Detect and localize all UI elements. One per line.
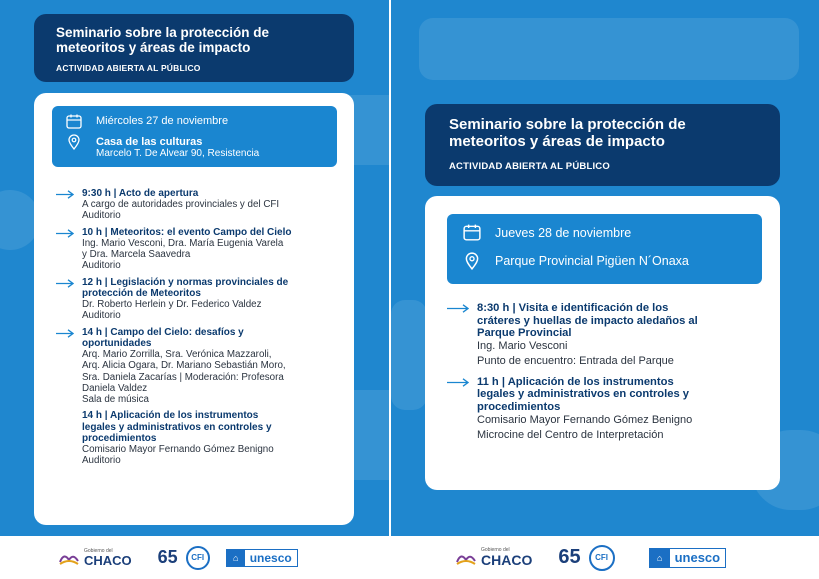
agenda-item-detail: Auditorio	[82, 455, 121, 467]
unesco-wordmark: unesco	[249, 550, 292, 565]
agenda-item-detail: A cargo de autoridades provinciales y del CFI	[82, 199, 280, 211]
unesco-temple-icon: ⌂	[227, 550, 245, 566]
agenda-item-body	[82, 227, 292, 272]
agenda-item-heading: protección de Meteoritos	[82, 287, 201, 299]
agenda-item-heading: 8:30 h | Visita e identificación de los	[477, 302, 669, 314]
date-venue-box	[52, 106, 337, 167]
agenda-item	[56, 410, 348, 466]
agenda-item-heading: cráteres y huellas de impacto aledaños al	[477, 314, 698, 327]
event-header	[34, 14, 354, 82]
right-flyer	[391, 0, 819, 579]
chaco-big-text: CHACO	[481, 552, 533, 568]
agenda-item	[56, 277, 348, 322]
decor-shape	[391, 300, 427, 410]
agenda-item-detail: Arq. Alicia Ogara, Dr. Mariano Sebastián Moro,	[82, 360, 286, 372]
arrow-right-icon	[447, 378, 469, 387]
chaco-logo	[58, 549, 132, 567]
agenda-item-body	[477, 376, 692, 442]
title-line: meteoritos y áreas de impacto	[56, 40, 251, 56]
arrow-right-icon	[56, 229, 74, 238]
program-card	[34, 93, 354, 525]
date-row	[463, 224, 762, 241]
agenda-item-heading: 10 h | Meteoritos: el evento Campo del Cielo	[82, 226, 292, 238]
event-header	[425, 104, 780, 186]
cfi-logo: CFI	[589, 545, 615, 571]
agenda-item-detail: Auditorio	[82, 260, 121, 272]
agenda-item-detail: Daniela Valdez	[82, 382, 148, 394]
agenda-item-detail: Punto de encuentro: Entrada del Parque	[477, 355, 674, 368]
agenda-item-detail: Auditorio	[82, 310, 121, 322]
agenda-list	[56, 188, 348, 471]
venue-address: Marcelo T. De Alvear 90, Resistencia	[96, 148, 260, 159]
agenda-item-detail: Comisario Mayor Fernando Gómez Benigno	[82, 443, 274, 455]
arrow-right-icon	[56, 329, 74, 338]
chaco-logo	[455, 548, 532, 567]
event-date: Jueves 28 de noviembre	[495, 226, 632, 240]
agenda-item-body	[82, 327, 286, 406]
sponsor-logos	[0, 536, 389, 579]
program-card	[425, 196, 780, 490]
agenda-list	[447, 302, 772, 450]
arrow-right-icon	[56, 279, 74, 288]
agenda-item-detail: y Dra. Marcela Saavedra	[82, 249, 191, 261]
agenda-item-heading: procedimientos	[82, 432, 157, 444]
unesco-logo	[226, 549, 298, 567]
agenda-item	[447, 376, 772, 442]
agenda-item-detail: Sra. Daniela Zacarías | Moderación: Profesora	[82, 371, 284, 383]
title-line: meteoritos y áreas de impacto	[449, 132, 665, 150]
arrow-right-icon	[447, 304, 469, 313]
date-venue-box	[447, 214, 762, 284]
agenda-item-detail: Comisario Mayor Fernando Gómez Benigno	[477, 413, 693, 426]
agenda-item-detail: Auditorio	[82, 210, 121, 222]
left-flyer	[0, 0, 389, 579]
agenda-item-detail: Arq. Mario Zorrilla, Sra. Verónica Mazzaroli,	[82, 348, 272, 360]
agenda-item-heading: 14 h | Campo del Cielo: desafíos y	[82, 326, 244, 338]
event-date: Miércoles 27 de noviembre	[96, 115, 229, 127]
agenda-item	[56, 188, 348, 222]
chaco-small-text: Gobierno del	[481, 547, 510, 553]
location-pin-icon	[463, 252, 481, 270]
sponsor-logos	[391, 536, 819, 579]
title-line: Seminario sobre la protección de	[449, 116, 686, 133]
chaco-big-text: CHACO	[84, 552, 132, 568]
chaco-small-text: Gobierno del	[84, 547, 113, 554]
venue-name: Parque Provincial Pigüen N´Onaxa	[495, 254, 689, 268]
anniversary-65-logo: 65	[558, 546, 581, 568]
title-line: Seminario sobre la protección de	[56, 25, 270, 40]
agenda-item-heading: procedimientos	[477, 401, 561, 414]
agenda-item-heading: legales y administrativos en controles y	[82, 421, 272, 433]
unesco-logo	[649, 548, 727, 568]
agenda-item-detail: Ing. Mario Vesconi, Dra. María Eugenia Varela	[82, 237, 284, 249]
agenda-item-body	[82, 277, 288, 322]
decor-shape	[419, 18, 799, 80]
chaco-wordmark	[84, 549, 132, 567]
event-title	[56, 25, 354, 55]
agenda-item	[56, 327, 348, 406]
cfi-logo: CFI	[186, 546, 210, 570]
agenda-item-heading: Parque Provincial	[477, 327, 572, 340]
agenda-item-heading: 12 h | Legislación y normas provinciales de	[82, 276, 289, 288]
calendar-icon	[66, 114, 82, 129]
chaco-wordmark	[481, 548, 532, 567]
location-pin-icon	[66, 134, 82, 150]
agenda-item-detail: Ing. Mario Vesconi	[477, 339, 568, 352]
agenda-item-body	[82, 410, 274, 466]
agenda-item-detail: Sala de música	[82, 394, 149, 406]
date-row	[66, 114, 337, 129]
unesco-temple-icon: ⌂	[650, 549, 670, 567]
agenda-item-heading: oportunidades	[82, 337, 152, 349]
agenda-item-heading: 11 h | Aplicación de los instrumentos	[477, 375, 674, 388]
agenda-item-heading: 14 h | Aplicación de los instrumentos	[82, 410, 259, 422]
venue-text	[96, 136, 259, 159]
agenda-item-heading: legales y administrativos en controles y	[477, 388, 690, 401]
unesco-wordmark: unesco	[674, 550, 721, 565]
venue-name: Casa de las culturas	[96, 136, 203, 148]
calendar-icon	[463, 224, 481, 241]
event-subtitle: ACTIVIDAD ABIERTA AL PÚBLICO	[449, 160, 610, 172]
agenda-item-detail: Dr. Roberto Herlein y Dr. Federico Valdez	[82, 299, 262, 311]
chaco-emblem-icon	[455, 550, 477, 566]
event-subtitle: ACTIVIDAD ABIERTA AL PÚBLICO	[56, 63, 201, 74]
agenda-item-detail: Microcine del Centro de Interpretación	[477, 429, 664, 442]
agenda-item-body	[477, 302, 698, 368]
agenda-item	[447, 302, 772, 368]
venue-row	[463, 252, 762, 270]
venue-row	[66, 134, 337, 159]
agenda-item-body	[82, 188, 279, 222]
event-title	[449, 117, 780, 151]
arrow-spacer	[56, 410, 74, 466]
agenda-item-heading: 9:30 h | Acto de apertura	[82, 188, 199, 199]
anniversary-65-logo: 65	[157, 547, 178, 567]
arrow-right-icon	[56, 190, 74, 199]
agenda-item	[56, 227, 348, 272]
chaco-emblem-icon	[58, 550, 80, 566]
